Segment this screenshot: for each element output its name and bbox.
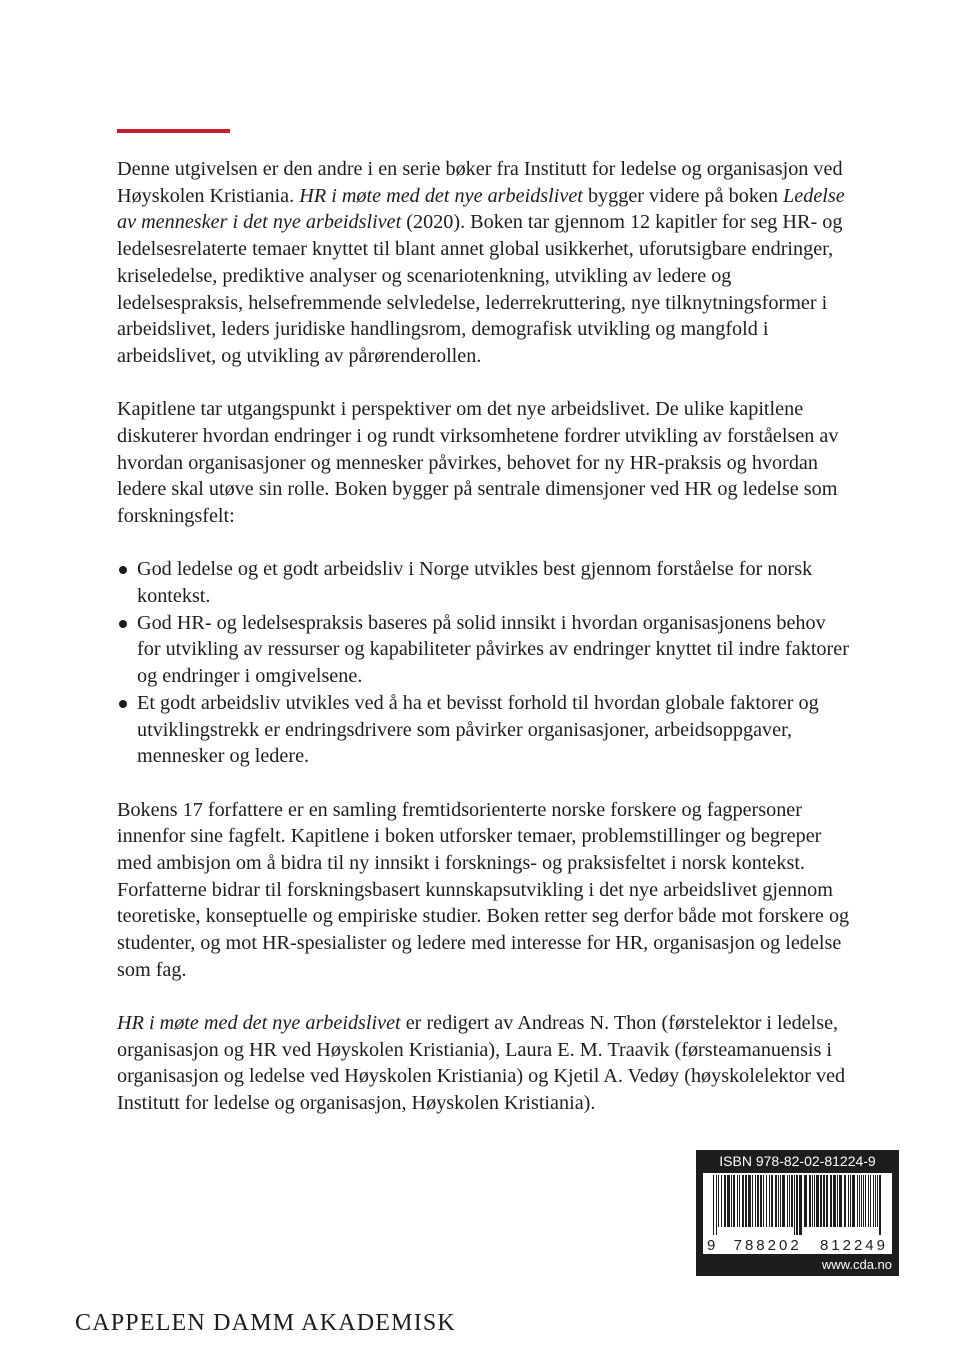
isbn-barcode	[696, 1150, 899, 1276]
list-item-text: God HR- og ledelsespraksis baseres på solid innsikt i hvordan organisasjonens behov for utvikling av ressurser og kapabiliteter påvirkes av endringer knyttet til indre faktorer og endringer i omgivelsene.	[137, 611, 849, 688]
bullet-dot-icon	[119, 700, 127, 708]
blurb-text: bygger videre på boken	[582, 184, 784, 207]
barcode-area	[703, 1173, 892, 1254]
dimension-list	[117, 556, 854, 770]
referenced-book-title: Ledelse av mennesker i det nye arbeidslivet	[117, 184, 845, 234]
list-item	[117, 610, 854, 690]
bullet-dot-icon	[119, 566, 127, 574]
blurb-paragraph-4	[117, 1010, 854, 1117]
barcode-bars-icon	[711, 1175, 884, 1235]
blurb-paragraph-3: Bokens 17 forfattere er en samling fremtidsorienterte norske forskere og fagpersoner innenfor sine fagfelt. Kapitlene i boken utforsker temaer, problemstillinger og begreper med ambisjon om å bidra til ny innsikt i forsknings- og praksisfeltet i norsk kontekst. Forfatterne bidrar til forskningsbasert kunnskapsutvikling i det nye arbeidslivet gjennom teoretiske, konseptuelle og empiriske studier. Boken retter seg derfor både mot forskere og studenter, og mot HR-spesialister og ledere med interesse for HR, organisasjon og ledelse som fag.	[117, 798, 850, 981]
accent-rule	[117, 129, 230, 133]
list-item-text: God ledelse og et godt arbeidsliv i Norge utvikles best gjennom forståelse for norsk kontekst.	[137, 558, 813, 608]
blurb-text: Denne utgivelsen er den andre i en serie bøker fra Institutt for ledelse og organisasjon ved Høyskolen Kristiania.	[117, 158, 843, 207]
barcode-right-digits: 812249	[819, 1237, 888, 1254]
book-title-italic: HR i møte med det nye arbeidslivet	[299, 184, 583, 207]
list-item	[117, 690, 854, 770]
publisher-url: www.cda.no	[821, 1257, 892, 1272]
isbn-label: ISBN 978-82-02-81224-9	[719, 1153, 876, 1169]
list-item-text: Et godt arbeidsliv utvikles ved å ha et bevisst forhold til hvordan globale faktorer og utviklingstrekk er endringsdrivere som påvirker organisasjoner, arbeidsoppgaver, mennesker og ledere.	[137, 691, 819, 768]
bullet-dot-icon	[119, 620, 127, 628]
blurb-paragraph-2: Kapitlene tar utgangspunkt i perspektiver om det nye arbeidslivet. De ulike kapitlene diskuterer hvordan endringer i og rundt virksomhetene fordrer utvikling av forståelsen av hvordan organisasjoner og mennesker påvirkes, behovet for ny HR-praksis og hvordan ledere skal utøve sin rolle. Boken bygger på sentrale dimensjoner ved HR og ledelse som forskningsfelt:	[117, 398, 839, 528]
publisher-logo: CAPPELEN DAMM AKADEMISK	[75, 1310, 456, 1336]
blurb-text: (2020). Boken tar gjennom 12 kapitler for seg HR- og ledelsesrelaterte temaer knyttet til blant annet global usikkerhet, uforutsigbare endringer, kriseledelse, prediktive analyser og scenariotenkning, utvikling av ledere og ledelsespraksis, helsefremmende selvledelse, lederrekruttering, nye tilknytningsformer i arbeidslivet, leders juridiske handlingsrom, demografisk utvikling og mangfold i arbeidslivet, og utvikling av pårørenderollen.	[117, 211, 843, 367]
book-title-italic: HR i møte med det nye arbeidslivet	[117, 1012, 401, 1035]
blurb-paragraph-1	[117, 156, 854, 370]
editors-text: er redigert av Andreas N. Thon (førstelektor i ledelse, organisasjon og HR ved Høyskolen Kristiania), Laura E. M. Traavik (førsteamanuensis i organisasjon og ledelse ved Høyskolen Kristiania) og Kjetil A. Vedøy (høyskolelektor ved Institutt for ledelse og organisasjon, Høyskolen Kristiania).	[117, 1012, 846, 1115]
barcode-lead-digit: 9	[707, 1237, 716, 1254]
list-item	[117, 556, 854, 609]
back-cover-blurb	[117, 156, 854, 1143]
barcode-digits	[703, 1234, 892, 1254]
barcode-left-digits: 788202	[733, 1237, 802, 1254]
